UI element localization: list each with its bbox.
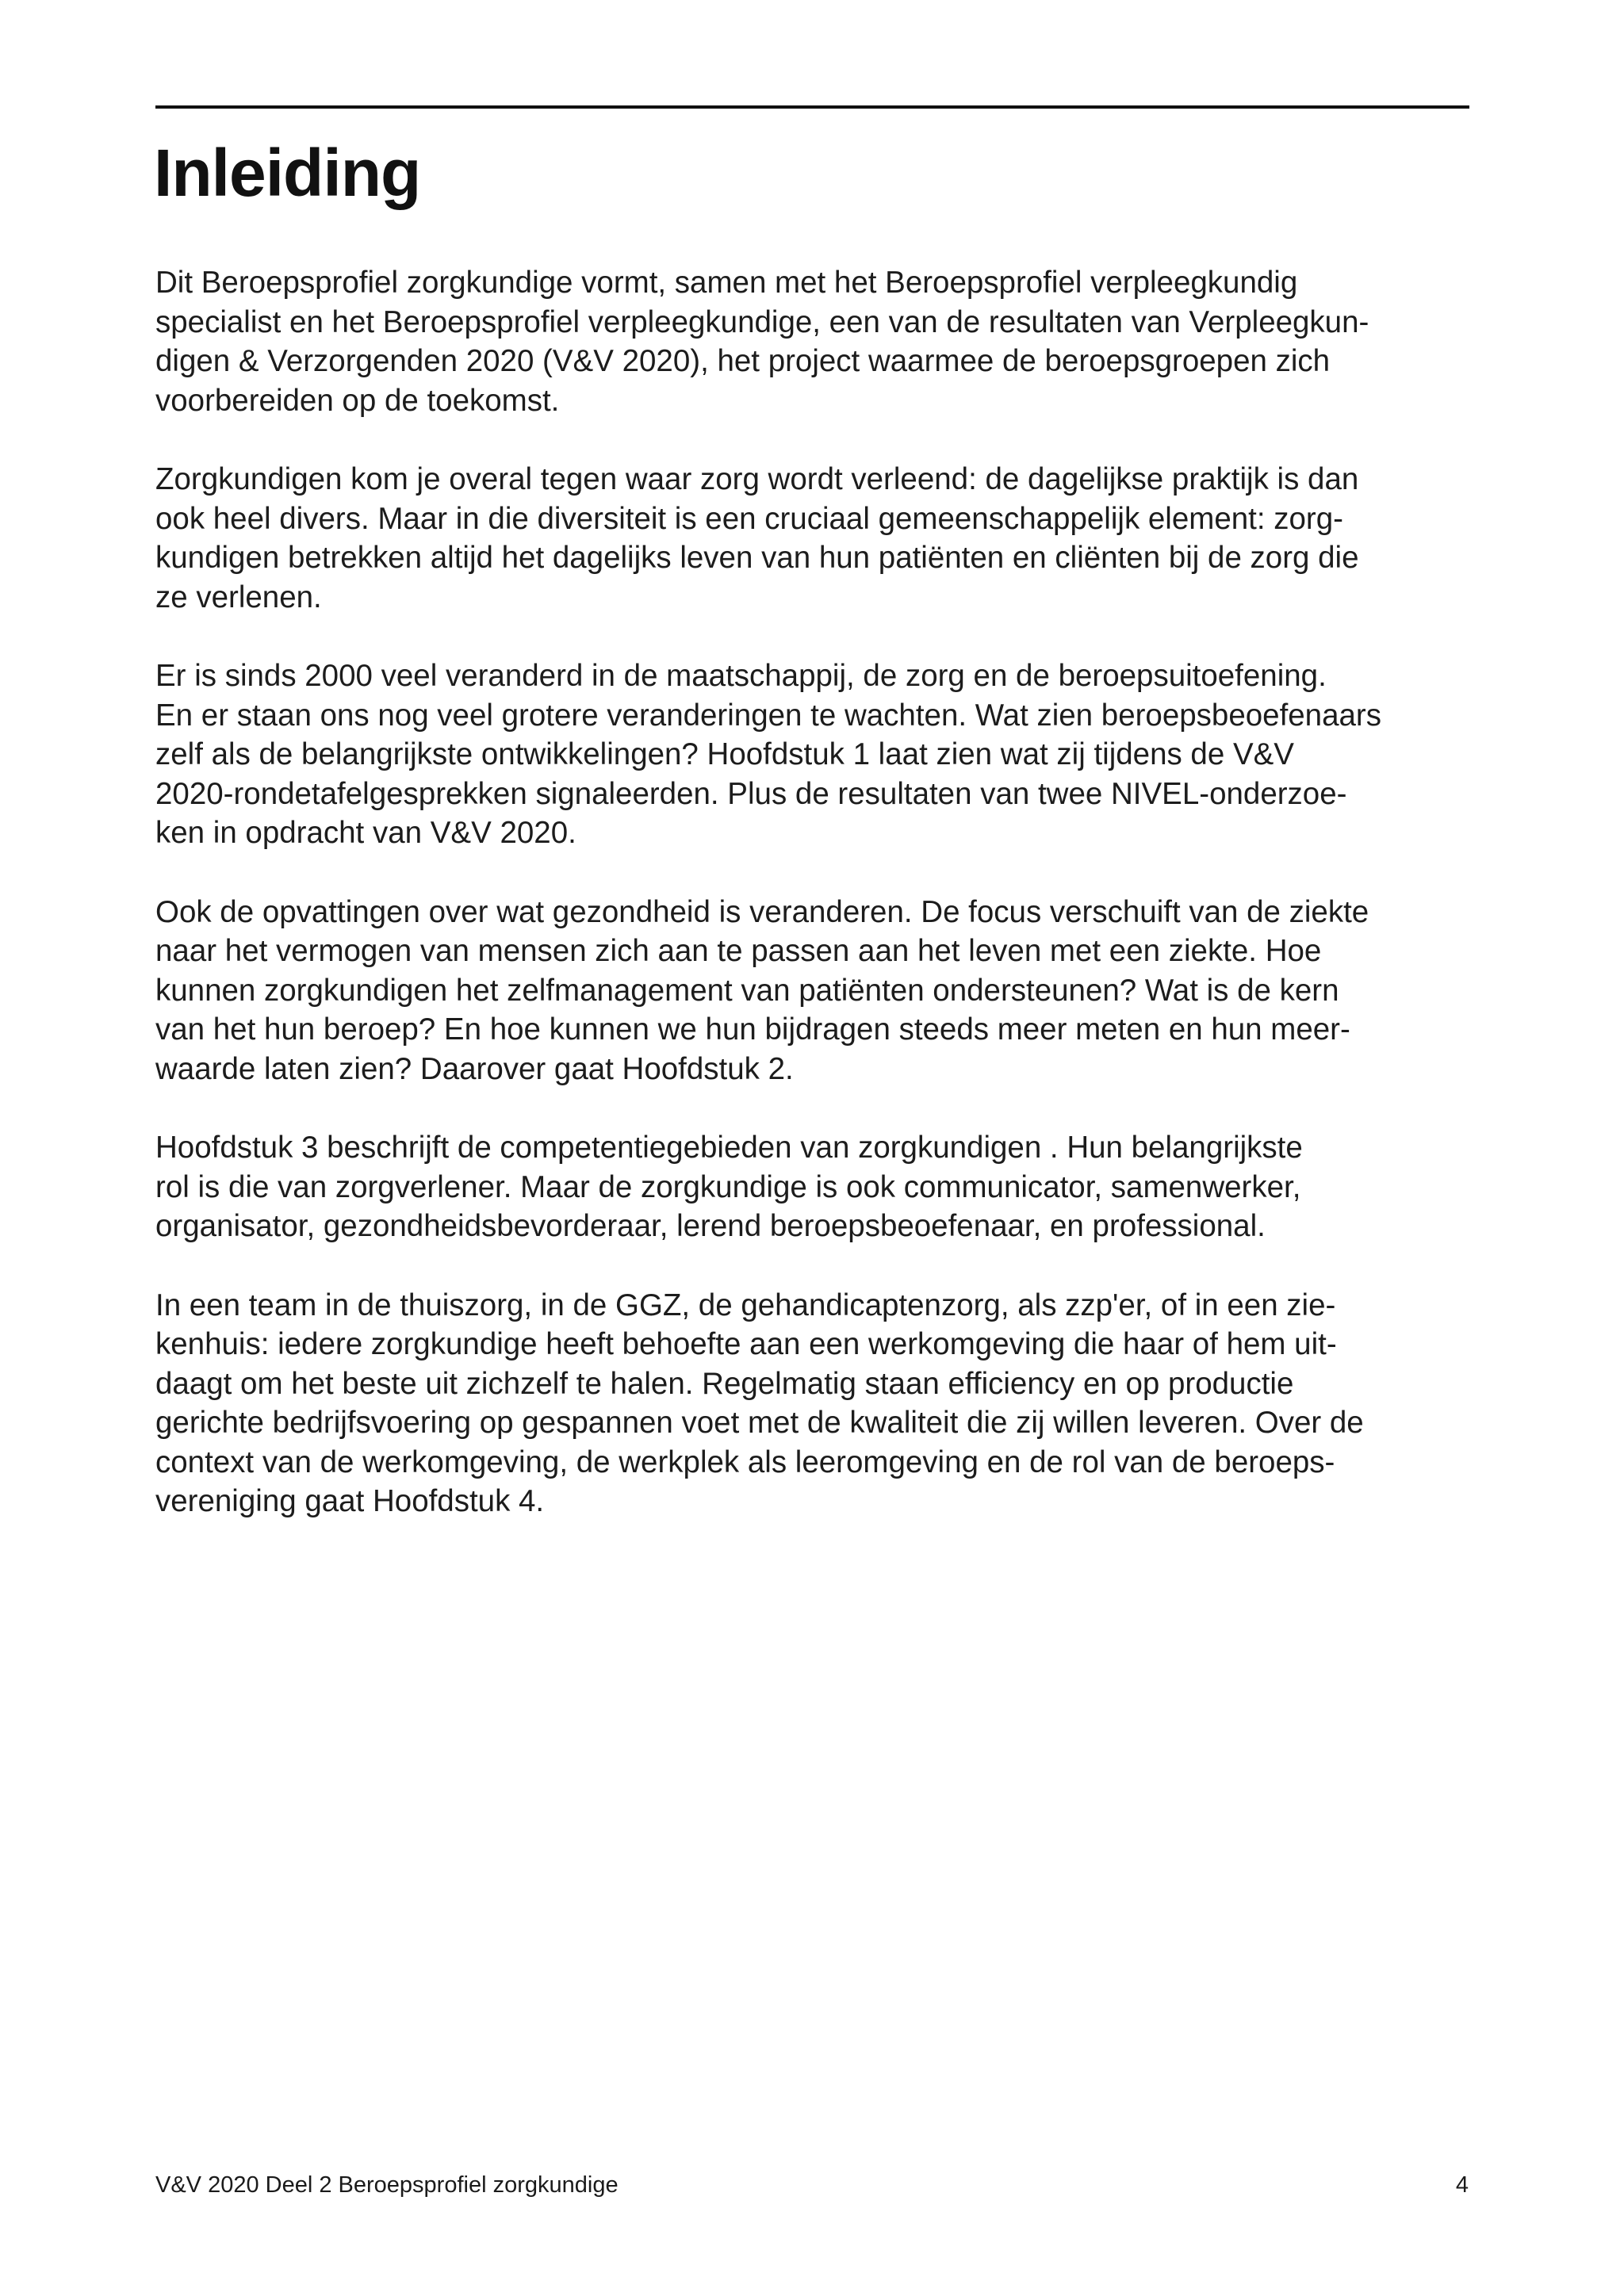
text-line: voorbereiden op de toekomst. [155,383,560,418]
paragraph [155,1286,1480,1521]
text-line: kunnen zorgkundigen het zelfmanagement van patiënten ondersteunen? Wat is de kern [155,973,1339,1008]
text-line: kundigen betrekken altijd het dagelijks leven van hun patiënten en cliënten bij de zorg die [155,541,1359,575]
text-line: En er staan ons nog veel grotere veranderingen te wachten. Wat zien beroepsbeoefenaars [155,698,1381,733]
text-line: Ook de opvattingen over wat gezondheid is veranderen. De focus verschuift van de ziekte [155,894,1369,929]
text-line: waarde laten zien? Daarover gaat Hoofdstuk 2. [155,1051,794,1086]
text-line: zelf als de belangrijkste ontwikkelingen? Hoofdstuk 1 laat zien wat zij tijdens de V&V [155,737,1294,771]
text-line: gerichte bedrijfsvoering op gespannen voet met de kwaliteit die zij willen leveren. Over de [155,1406,1364,1440]
paragraph [155,263,1480,420]
text-line: ken in opdracht van V&V 2020. [155,816,576,850]
paragraph [155,1128,1480,1246]
text-line: ook heel divers. Maar in die diversiteit is een cruciaal gemeenschappelijk element: zorg- [155,501,1343,536]
paragraph [155,460,1480,617]
text-line: 2020-rondetafelgesprekken signaleerden. Plus de resultaten van twee NIVEL-onderzoe- [155,776,1347,811]
page-title: Inleiding [154,136,421,210]
top-divider [155,105,1469,109]
paragraph [155,656,1480,853]
text-line: naar het vermogen van mensen zich aan te passen aan het leven met een ziekte. Hoe [155,934,1322,968]
text-line: daagt om het beste uit zichzelf te halen. Regelmatig staan efficiency en op productie [155,1366,1294,1401]
text-line: context van de werkomgeving, de werkplek als leeromgeving en de rol van de beroeps- [155,1445,1335,1479]
text-line: Er is sinds 2000 veel veranderd in de maatschappij, de zorg en de beroepsuitoefening. [155,659,1327,693]
text-line: In een team in de thuiszorg, in de GGZ, de gehandicaptenzorg, als zzp'er, of in een zie- [155,1288,1336,1322]
text-line: vereniging gaat Hoofdstuk 4. [155,1484,545,1518]
paragraph [155,893,1480,1089]
text-line: Dit Beroepsprofiel zorgkundige vormt, samen met het Beroepsprofiel verpleegkundig [155,266,1298,300]
text-line: van het hun beroep? En hoe kunnen we hun bijdragen steeds meer meten en hun meer- [155,1012,1350,1047]
text-line: rol is die van zorgverlener. Maar de zorgkundige is ook communicator, samenwerker, [155,1169,1301,1204]
page-number: 4 [1455,2172,1469,2198]
footer-title: V&V 2020 Deel 2 Beroepsprofiel zorgkundige [155,2172,619,2198]
text-line: Zorgkundigen kom je overal tegen waar zorg wordt verleend: de dagelijkse praktijk is dan [155,462,1359,496]
text-line: ze verlenen. [155,580,322,614]
text-line: specialist en het Beroepsprofiel verpleegkundige, een van de resultaten van Verpleegkun- [155,304,1369,339]
text-line: kenhuis: iedere zorgkundige heeft behoefte aan een werkomgeving die haar of hem uit- [155,1327,1337,1361]
body-text [155,263,1480,1561]
text-line: organisator, gezondheidsbevorderaar, lerend beroepsbeoefenaar, en professional. [155,1209,1266,1243]
text-line: digen & Verzorgenden 2020 (V&V 2020), het project waarmee de beroepsgroepen zich [155,344,1331,378]
text-line: Hoofdstuk 3 beschrijft de competentiegebieden van zorgkundigen . Hun belangrijkste [155,1131,1303,1165]
